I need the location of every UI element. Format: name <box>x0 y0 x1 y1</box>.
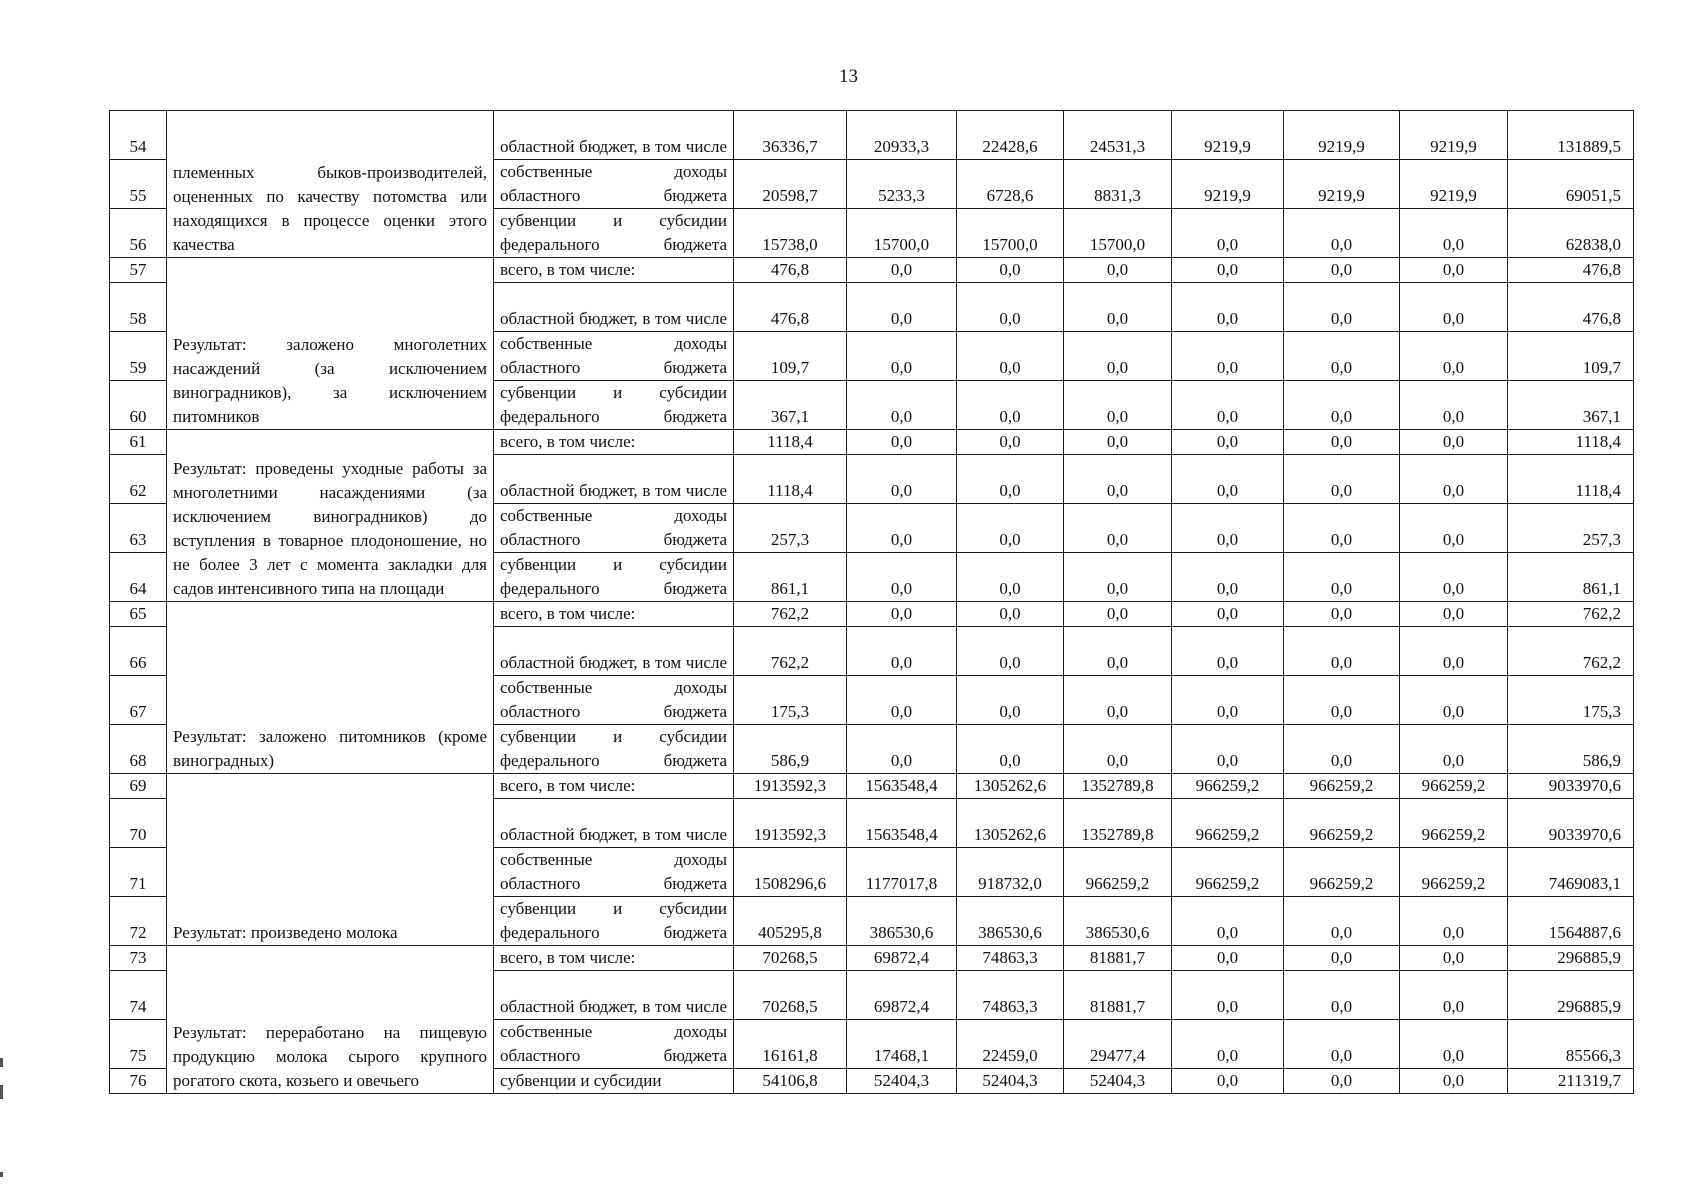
funding-source: субвенции и субсидии федерального бюджета <box>494 553 734 602</box>
year-value: 15700,0 <box>957 209 1064 258</box>
year-value: 0,0 <box>957 602 1064 627</box>
year-value: 0,0 <box>1400 946 1508 971</box>
total-value: 7469083,1 <box>1508 848 1634 897</box>
total-value: 109,7 <box>1508 332 1634 381</box>
year-value: 0,0 <box>1064 725 1172 774</box>
year-value: 70268,5 <box>734 971 847 1020</box>
year-value: 1913592,3 <box>734 774 847 799</box>
row-number: 73 <box>110 946 167 971</box>
year-value: 0,0 <box>1400 504 1508 553</box>
funding-source: областной бюджет, в том числе <box>494 627 734 676</box>
year-value: 762,2 <box>734 602 847 627</box>
year-value: 0,0 <box>1172 258 1284 283</box>
year-value: 861,1 <box>734 553 847 602</box>
row-number: 55 <box>110 160 167 209</box>
funding-source: субвенции и субсидии <box>494 1069 734 1094</box>
row-number: 65 <box>110 602 167 627</box>
year-value: 0,0 <box>1400 430 1508 455</box>
result-description: Результат: произведено молока <box>167 774 494 946</box>
year-value: 0,0 <box>957 381 1064 430</box>
year-value: 1305262,6 <box>957 799 1064 848</box>
year-value: 0,0 <box>1284 381 1400 430</box>
total-value: 762,2 <box>1508 627 1634 676</box>
year-value: 0,0 <box>1172 725 1284 774</box>
year-value: 405295,8 <box>734 897 847 946</box>
total-value: 62838,0 <box>1508 209 1634 258</box>
year-value: 0,0 <box>847 676 957 725</box>
year-value: 0,0 <box>1172 627 1284 676</box>
year-value: 0,0 <box>1172 971 1284 1020</box>
table-row <box>110 430 1634 455</box>
year-value: 0,0 <box>1284 1020 1400 1069</box>
year-value: 15738,0 <box>734 209 847 258</box>
year-value: 6728,6 <box>957 160 1064 209</box>
year-value: 0,0 <box>957 553 1064 602</box>
result-description: племенных быков-производителей, оцененных по качеству потомства или находящихся в процессе оценки этого качества <box>167 111 494 258</box>
row-number: 59 <box>110 332 167 381</box>
year-value: 0,0 <box>847 283 957 332</box>
year-value: 1305262,6 <box>957 774 1064 799</box>
total-value: 762,2 <box>1508 602 1634 627</box>
year-value: 0,0 <box>1400 455 1508 504</box>
year-value: 0,0 <box>1284 553 1400 602</box>
row-number: 69 <box>110 774 167 799</box>
year-value: 966259,2 <box>1172 799 1284 848</box>
total-value: 476,8 <box>1508 283 1634 332</box>
year-value: 0,0 <box>1284 1069 1400 1094</box>
year-value: 0,0 <box>1400 1069 1508 1094</box>
year-value: 1177017,8 <box>847 848 957 897</box>
year-value: 0,0 <box>1172 946 1284 971</box>
year-value: 0,0 <box>1284 430 1400 455</box>
year-value: 74863,3 <box>957 946 1064 971</box>
total-value: 296885,9 <box>1508 946 1634 971</box>
year-value: 0,0 <box>1064 602 1172 627</box>
year-value: 386530,6 <box>1064 897 1172 946</box>
year-value: 586,9 <box>734 725 847 774</box>
year-value: 0,0 <box>847 602 957 627</box>
funding-source: всего, в том числе: <box>494 946 734 971</box>
year-value: 16161,8 <box>734 1020 847 1069</box>
year-value: 966259,2 <box>1172 848 1284 897</box>
funding-source: собственные доходы областного бюджета <box>494 504 734 553</box>
total-value: 85566,3 <box>1508 1020 1634 1069</box>
funding-source: всего, в том числе: <box>494 602 734 627</box>
result-description: Результат: заложено многолетних насаждений (за исключением виноградников), за исключением питомников <box>167 258 494 430</box>
year-value: 918732,0 <box>957 848 1064 897</box>
row-number: 72 <box>110 897 167 946</box>
table-row <box>110 774 1634 799</box>
year-value: 0,0 <box>1172 430 1284 455</box>
year-value: 17468,1 <box>847 1020 957 1069</box>
row-number: 66 <box>110 627 167 676</box>
year-value: 0,0 <box>1064 283 1172 332</box>
funding-source: областной бюджет, в том числе <box>494 283 734 332</box>
year-value: 0,0 <box>1172 897 1284 946</box>
year-value: 9219,9 <box>1284 160 1400 209</box>
year-value: 0,0 <box>1400 381 1508 430</box>
year-value: 966259,2 <box>1400 799 1508 848</box>
year-value: 9219,9 <box>1172 160 1284 209</box>
year-value: 0,0 <box>957 283 1064 332</box>
year-value: 257,3 <box>734 504 847 553</box>
year-value: 0,0 <box>1400 971 1508 1020</box>
year-value: 0,0 <box>957 676 1064 725</box>
row-number: 61 <box>110 430 167 455</box>
year-value: 81881,7 <box>1064 971 1172 1020</box>
year-value: 762,2 <box>734 627 847 676</box>
funding-source: собственные доходы областного бюджета <box>494 848 734 897</box>
year-value: 1118,4 <box>734 430 847 455</box>
year-value: 1563548,4 <box>847 799 957 848</box>
year-value: 0,0 <box>1400 258 1508 283</box>
year-value: 69872,4 <box>847 946 957 971</box>
year-value: 0,0 <box>1172 1020 1284 1069</box>
year-value: 69872,4 <box>847 971 957 1020</box>
table-body <box>110 111 1634 1094</box>
year-value: 476,8 <box>734 258 847 283</box>
total-value: 9033970,6 <box>1508 799 1634 848</box>
year-value: 81881,7 <box>1064 946 1172 971</box>
row-number: 60 <box>110 381 167 430</box>
year-value: 0,0 <box>1284 283 1400 332</box>
year-value: 0,0 <box>1400 209 1508 258</box>
edge-mark <box>0 1085 3 1099</box>
row-number: 57 <box>110 258 167 283</box>
year-value: 1563548,4 <box>847 774 957 799</box>
year-value: 0,0 <box>1172 1069 1284 1094</box>
row-number: 56 <box>110 209 167 258</box>
total-value: 861,1 <box>1508 553 1634 602</box>
row-number: 64 <box>110 553 167 602</box>
year-value: 0,0 <box>1064 676 1172 725</box>
year-value: 0,0 <box>1400 627 1508 676</box>
total-value: 9033970,6 <box>1508 774 1634 799</box>
funding-source: субвенции и субсидии федерального бюджета <box>494 897 734 946</box>
total-value: 1118,4 <box>1508 455 1634 504</box>
year-value: 0,0 <box>1400 553 1508 602</box>
year-value: 24531,3 <box>1064 111 1172 160</box>
year-value: 0,0 <box>1400 602 1508 627</box>
year-value: 0,0 <box>1400 1020 1508 1069</box>
year-value: 476,8 <box>734 283 847 332</box>
year-value: 0,0 <box>1172 602 1284 627</box>
year-value: 0,0 <box>1284 627 1400 676</box>
table-row <box>110 258 1634 283</box>
year-value: 0,0 <box>1400 725 1508 774</box>
year-value: 0,0 <box>1172 676 1284 725</box>
year-value: 0,0 <box>847 430 957 455</box>
year-value: 966259,2 <box>1284 774 1400 799</box>
budget-table <box>109 110 1634 1094</box>
year-value: 0,0 <box>1284 676 1400 725</box>
year-value: 0,0 <box>1400 676 1508 725</box>
year-value: 0,0 <box>1172 283 1284 332</box>
year-value: 52404,3 <box>847 1069 957 1094</box>
page-number: 13 <box>839 66 858 87</box>
table-row <box>110 111 1634 160</box>
funding-source: областной бюджет, в том числе <box>494 455 734 504</box>
year-value: 0,0 <box>1284 455 1400 504</box>
year-value: 0,0 <box>1284 946 1400 971</box>
year-value: 1352789,8 <box>1064 799 1172 848</box>
row-number: 62 <box>110 455 167 504</box>
year-value: 1508296,6 <box>734 848 847 897</box>
year-value: 20933,3 <box>847 111 957 160</box>
year-value: 1913592,3 <box>734 799 847 848</box>
year-value: 0,0 <box>1400 283 1508 332</box>
row-number: 74 <box>110 971 167 1020</box>
year-value: 52404,3 <box>1064 1069 1172 1094</box>
year-value: 0,0 <box>957 504 1064 553</box>
funding-source: субвенции и субсидии федерального бюджета <box>494 381 734 430</box>
year-value: 5233,3 <box>847 160 957 209</box>
funding-source: субвенции и субсидии федерального бюджета <box>494 209 734 258</box>
year-value: 15700,0 <box>1064 209 1172 258</box>
year-value: 0,0 <box>1284 897 1400 946</box>
year-value: 9219,9 <box>1284 111 1400 160</box>
year-value: 0,0 <box>957 725 1064 774</box>
year-value: 0,0 <box>847 332 957 381</box>
year-value: 36336,7 <box>734 111 847 160</box>
year-value: 52404,3 <box>957 1069 1064 1094</box>
year-value: 54106,8 <box>734 1069 847 1094</box>
row-number: 58 <box>110 283 167 332</box>
total-value: 296885,9 <box>1508 971 1634 1020</box>
year-value: 0,0 <box>847 258 957 283</box>
row-number: 76 <box>110 1069 167 1094</box>
funding-source: субвенции и субсидии федерального бюджета <box>494 725 734 774</box>
year-value: 8831,3 <box>1064 160 1172 209</box>
edge-mark <box>0 1058 3 1067</box>
funding-source: всего, в том числе: <box>494 258 734 283</box>
year-value: 0,0 <box>1064 455 1172 504</box>
year-value: 0,0 <box>1284 258 1400 283</box>
year-value: 1118,4 <box>734 455 847 504</box>
funding-source: собственные доходы областного бюджета <box>494 160 734 209</box>
year-value: 15700,0 <box>847 209 957 258</box>
total-value: 586,9 <box>1508 725 1634 774</box>
year-value: 0,0 <box>957 332 1064 381</box>
year-value: 966259,2 <box>1400 848 1508 897</box>
total-value: 367,1 <box>1508 381 1634 430</box>
year-value: 0,0 <box>1172 553 1284 602</box>
year-value: 175,3 <box>734 676 847 725</box>
year-value: 0,0 <box>1284 971 1400 1020</box>
year-value: 0,0 <box>957 258 1064 283</box>
year-value: 0,0 <box>957 455 1064 504</box>
year-value: 0,0 <box>847 627 957 676</box>
funding-source: областной бюджет, в том числе <box>494 971 734 1020</box>
year-value: 0,0 <box>1064 553 1172 602</box>
total-value: 69051,5 <box>1508 160 1634 209</box>
funding-source: собственные доходы областного бюджета <box>494 676 734 725</box>
year-value: 367,1 <box>734 381 847 430</box>
year-value: 0,0 <box>1064 430 1172 455</box>
year-value: 70268,5 <box>734 946 847 971</box>
table-row <box>110 946 1634 971</box>
year-value: 0,0 <box>1064 258 1172 283</box>
year-value: 386530,6 <box>847 897 957 946</box>
row-number: 70 <box>110 799 167 848</box>
year-value: 9219,9 <box>1400 160 1508 209</box>
year-value: 0,0 <box>1284 209 1400 258</box>
year-value: 0,0 <box>1064 627 1172 676</box>
total-value: 476,8 <box>1508 258 1634 283</box>
total-value: 211319,7 <box>1508 1069 1634 1094</box>
year-value: 966259,2 <box>1172 774 1284 799</box>
year-value: 29477,4 <box>1064 1020 1172 1069</box>
funding-source: областной бюджет, в том числе <box>494 111 734 160</box>
row-number: 71 <box>110 848 167 897</box>
year-value: 0,0 <box>957 430 1064 455</box>
total-value: 175,3 <box>1508 676 1634 725</box>
year-value: 966259,2 <box>1284 848 1400 897</box>
row-number: 63 <box>110 504 167 553</box>
year-value: 9219,9 <box>1172 111 1284 160</box>
year-value: 0,0 <box>1172 209 1284 258</box>
result-description: Результат: проведены уходные работы за многолетними насаждениями (за исключением виноградников) до вступления в товарное плодоношение, но не более 3 лет с момента закладки для садов интенсивного типа на площади <box>167 430 494 602</box>
year-value: 0,0 <box>847 504 957 553</box>
year-value: 0,0 <box>1284 504 1400 553</box>
year-value: 0,0 <box>1284 725 1400 774</box>
funding-source: всего, в том числе: <box>494 774 734 799</box>
funding-source: всего, в том числе: <box>494 430 734 455</box>
year-value: 0,0 <box>847 553 957 602</box>
year-value: 0,0 <box>1172 332 1284 381</box>
total-value: 131889,5 <box>1508 111 1634 160</box>
funding-source: областной бюджет, в том числе <box>494 799 734 848</box>
row-number: 68 <box>110 725 167 774</box>
year-value: 0,0 <box>847 725 957 774</box>
year-value: 0,0 <box>1284 602 1400 627</box>
table-row <box>110 602 1634 627</box>
year-value: 22459,0 <box>957 1020 1064 1069</box>
year-value: 0,0 <box>1400 897 1508 946</box>
year-value: 0,0 <box>957 627 1064 676</box>
row-number: 75 <box>110 1020 167 1069</box>
year-value: 0,0 <box>1284 332 1400 381</box>
year-value: 20598,7 <box>734 160 847 209</box>
year-value: 74863,3 <box>957 971 1064 1020</box>
year-value: 966259,2 <box>1400 774 1508 799</box>
year-value: 0,0 <box>847 455 957 504</box>
year-value: 1352789,8 <box>1064 774 1172 799</box>
year-value: 22428,6 <box>957 111 1064 160</box>
total-value: 1118,4 <box>1508 430 1634 455</box>
year-value: 0,0 <box>1064 504 1172 553</box>
row-number: 54 <box>110 111 167 160</box>
edge-mark <box>0 1172 3 1177</box>
year-value: 966259,2 <box>1064 848 1172 897</box>
row-number: 67 <box>110 676 167 725</box>
funding-source: собственные доходы областного бюджета <box>494 332 734 381</box>
result-description: Результат: заложено питомников (кроме виноградных) <box>167 602 494 774</box>
year-value: 0,0 <box>847 381 957 430</box>
year-value: 0,0 <box>1064 332 1172 381</box>
total-value: 1564887,6 <box>1508 897 1634 946</box>
year-value: 0,0 <box>1400 332 1508 381</box>
year-value: 9219,9 <box>1400 111 1508 160</box>
year-value: 0,0 <box>1172 504 1284 553</box>
total-value: 257,3 <box>1508 504 1634 553</box>
year-value: 0,0 <box>1172 381 1284 430</box>
year-value: 0,0 <box>1172 455 1284 504</box>
year-value: 0,0 <box>1064 381 1172 430</box>
funding-source: собственные доходы областного бюджета <box>494 1020 734 1069</box>
year-value: 966259,2 <box>1284 799 1400 848</box>
year-value: 386530,6 <box>957 897 1064 946</box>
result-description: Результат: переработано на пищевую продукцию молока сырого крупного рогатого скота, козьего и овечьего <box>167 946 494 1094</box>
year-value: 109,7 <box>734 332 847 381</box>
